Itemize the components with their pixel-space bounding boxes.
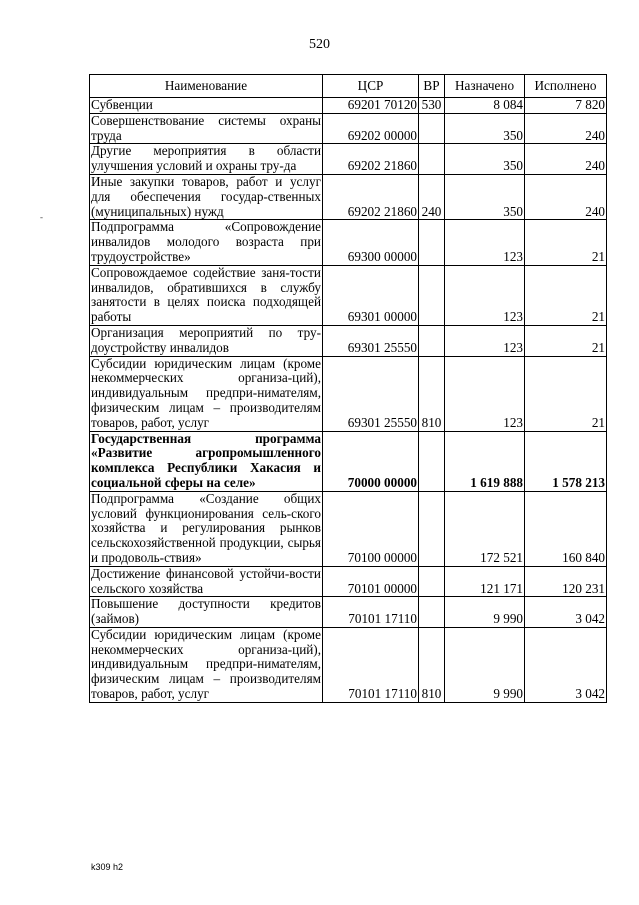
cell-name: Субвенции xyxy=(90,98,323,114)
budget-table xyxy=(89,74,607,703)
cell-vr xyxy=(419,597,445,628)
cell-executed: 120 231 xyxy=(525,566,607,597)
cell-assigned: 9 990 xyxy=(445,627,525,702)
cell-csr: 70100 00000 xyxy=(323,491,419,566)
cell-executed: 21 xyxy=(525,220,607,265)
cell-csr: 69301 00000 xyxy=(323,265,419,325)
header-csr: ЦСР xyxy=(323,75,419,98)
cell-name: Субсидии юридическим лицам (кроме некоммерческих организа-ций), индивидуальным предпри-нимателям, физическим лицам – производителям товаров, работ, услуг xyxy=(91,627,321,702)
table-row xyxy=(90,325,607,356)
table-row xyxy=(90,220,607,265)
table-row xyxy=(90,491,607,566)
header-assigned: Назначено xyxy=(445,75,525,98)
cell-vr: 810 xyxy=(419,627,445,702)
cell-csr: 69201 70120 xyxy=(323,98,419,114)
table-row xyxy=(90,597,607,628)
table-row xyxy=(90,174,607,219)
table-row xyxy=(90,431,607,491)
cell-assigned: 123 xyxy=(445,265,525,325)
cell-csr: 70101 17110 xyxy=(323,597,419,628)
cell-csr: 69202 21860 xyxy=(323,174,419,219)
cell-name: Подпрограмма «Сопровождение инвалидов молодого возраста при трудоустройстве» xyxy=(91,219,321,264)
cell-vr: 240 xyxy=(419,174,445,219)
cell-executed: 1 578 213 xyxy=(525,431,607,491)
cell-executed: 21 xyxy=(525,265,607,325)
table-row xyxy=(90,98,607,114)
cell-vr xyxy=(419,265,445,325)
cell-name: Субсидии юридическим лицам (кроме некоммерческих организа-ций), индивидуальным предпри-нимателям, физическим лицам – производителям товаров, работ, услуг xyxy=(91,356,321,430)
footer-code: k309 h2 xyxy=(91,862,124,872)
cell-assigned: 123 xyxy=(445,356,525,431)
table-row xyxy=(90,144,607,175)
cell-name: Достижение финансовой устойчи-вости сельского хозяйства xyxy=(91,566,321,596)
cell-assigned: 172 521 xyxy=(445,491,525,566)
header-executed: Исполнено xyxy=(525,75,607,98)
header-name: Наименование xyxy=(90,75,323,98)
cell-executed: 7 820 xyxy=(525,98,607,114)
cell-executed: 3 042 xyxy=(525,627,607,702)
cell-csr: 69301 25550 xyxy=(323,325,419,356)
cell-executed: 240 xyxy=(525,144,607,175)
cell-assigned: 1 619 888 xyxy=(445,431,525,491)
cell-name: Организация мероприятий по тру-доустройству инвалидов xyxy=(91,325,321,355)
cell-csr: 70101 00000 xyxy=(323,566,419,597)
cell-name: Другие мероприятия в области улучшения условий и охраны тру-да xyxy=(91,143,321,174)
cell-vr xyxy=(419,113,445,144)
cell-vr xyxy=(419,325,445,356)
cell-csr: 70000 00000 xyxy=(323,431,419,491)
table-header-row xyxy=(90,75,607,98)
cell-csr: 69300 00000 xyxy=(323,220,419,265)
cell-csr: 69202 21860 xyxy=(323,144,419,175)
cell-vr xyxy=(419,566,445,597)
cell-name: Сопровождаемое содействие заня-тости инвалидов, обратившихся в службу занятости в целях поиска подходящей работы xyxy=(91,265,321,325)
cell-vr xyxy=(419,144,445,175)
cell-csr: 69202 00000 xyxy=(323,113,419,144)
cell-executed: 160 840 xyxy=(525,491,607,566)
header-vr: ВР xyxy=(419,75,445,98)
cell-vr: 530 xyxy=(419,98,445,114)
cell-assigned: 9 990 xyxy=(445,597,525,628)
cell-name: Государственная программа «Развитие агропромышленного комплекса Республики Хакасия и социальной сферы на селе» xyxy=(91,431,321,490)
cell-executed: 240 xyxy=(525,174,607,219)
cell-vr xyxy=(419,491,445,566)
cell-vr: 810 xyxy=(419,356,445,431)
cell-executed: 3 042 xyxy=(525,597,607,628)
page-number: 520 xyxy=(309,37,330,52)
margin-mark: - xyxy=(40,212,43,222)
cell-name: Совершенствование системы охраны труда xyxy=(91,113,321,143)
cell-assigned: 350 xyxy=(445,174,525,219)
table-row xyxy=(90,627,607,702)
table-body xyxy=(90,98,607,703)
cell-name: Подпрограмма «Создание общих условий функционирования сель-ского хозяйства и регулирования рынков сельскохозяйственной продукции, сырья и продоволь-ствия» xyxy=(91,491,321,565)
cell-executed: 21 xyxy=(525,325,607,356)
cell-name: Иные закупки товаров, работ и услуг для обеспечения государ-ственных (муниципальных) нужд xyxy=(91,174,321,219)
cell-assigned: 8 084 xyxy=(445,98,525,114)
budget-table-container xyxy=(89,74,607,703)
cell-assigned: 350 xyxy=(445,113,525,144)
cell-csr: 69301 25550 xyxy=(323,356,419,431)
cell-assigned: 123 xyxy=(445,220,525,265)
cell-vr xyxy=(419,220,445,265)
cell-name: Повышение доступности кредитов (займов) xyxy=(91,596,321,627)
cell-executed: 240 xyxy=(525,113,607,144)
table-row xyxy=(90,566,607,597)
cell-csr: 70101 17110 xyxy=(323,627,419,702)
table-row xyxy=(90,356,607,431)
table-row xyxy=(90,113,607,144)
cell-vr xyxy=(419,431,445,491)
table-row xyxy=(90,265,607,325)
cell-executed: 21 xyxy=(525,356,607,431)
cell-assigned: 121 171 xyxy=(445,566,525,597)
cell-assigned: 123 xyxy=(445,325,525,356)
cell-assigned: 350 xyxy=(445,144,525,175)
